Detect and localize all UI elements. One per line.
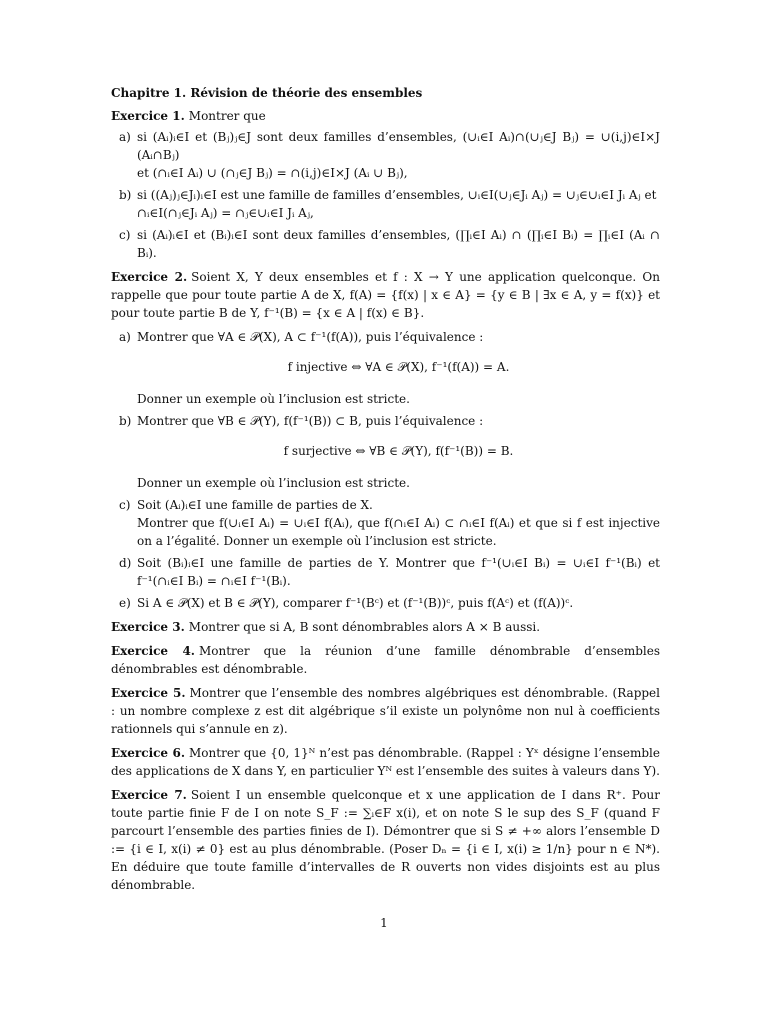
- exercise-2-item-a: [111, 328, 660, 408]
- exercise-6-text: Montrer que {0, 1}ᴺ n’est pas dénombrable. (Rappel : Yˣ désigne l’ensemble des applications de X dans Y, en particulier Yᴺ est l’ensemble des suites à valeurs dans Y).: [111, 746, 660, 778]
- item-label: a): [119, 330, 131, 344]
- item-label: b): [119, 188, 132, 202]
- exercise-7-label: Exercice 7.: [111, 788, 187, 802]
- exercise-7-text: Soient I un ensemble quelconque et x une application de I dans R⁺. Pour toute partie finie F de I on note S_F := ∑ᵢ∈F x(i), et on note S le sup des S_F (quand F parcourt l’ensemble des parties finies de I). Démontrer que si S ≠ +∞ alors l’ensemble D := {i ∈ I, x(i) ≠ 0} est au plus dénombrable. (Poser Dₙ = {i ∈ I, x(i) ≥ 1/n} pour n ∈ N*). En déduire que toute famille d’intervalles de R ouverts non vides disjoints est au plus dénombrable.: [111, 788, 660, 892]
- item-line: Donner un exemple où l’inclusion est stricte.: [137, 476, 410, 490]
- exercise-3: [111, 618, 660, 636]
- item-label: a): [119, 130, 131, 144]
- item-line: si (Aᵢ)ᵢ∈I et (Bᵢ)ᵢ∈I sont deux familles d’ensembles, (∏ᵢ∈I Aᵢ) ∩ (∏ᵢ∈I Bᵢ) = ∏ᵢ∈I (Aᵢ ∩ Bᵢ).: [137, 228, 660, 260]
- item-line: Donner un exemple où l’inclusion est stricte.: [137, 392, 410, 406]
- item-line: et (∩ᵢ∈I Aᵢ) ∪ (∩ⱼ∈J Bⱼ) = ∩(i,j)∈I×J (Aᵢ ∪ Bⱼ),: [137, 166, 408, 180]
- exercise-2-item-e: [111, 594, 660, 612]
- exercise-2-label: Exercice 2.: [111, 270, 188, 284]
- display-equation: f injective ⇔ ∀A ∈ 𝒫(X), f⁻¹(f(A)) = A.: [287, 360, 510, 374]
- exercise-5-text: Montrer que l’ensemble des nombres algébriques est dénombrable. (Rappel : un nombre complexe z est dit algébrique s’il existe un polynôme non nul à coefficients rationnels qui s’annule en z).: [111, 686, 660, 736]
- exercise-1-item-b: [111, 186, 660, 222]
- item-label: b): [119, 414, 132, 428]
- exercise-3-label: Exercice 3.: [111, 620, 185, 634]
- exercise-2-items: [111, 328, 660, 612]
- item-line: Si A ∈ 𝒫(X) et B ∈ 𝒫(Y), comparer f⁻¹(Bᶜ) et (f⁻¹(B))ᶜ, puis f(Aᶜ) et (f(A))ᶜ.: [137, 596, 574, 610]
- exercise-1-item-a: [111, 128, 660, 182]
- item-line: si (Aᵢ)ᵢ∈I et (Bⱼ)ⱼ∈J sont deux familles d’ensembles, (∪ᵢ∈I Aᵢ)∩(∪ⱼ∈J Bⱼ) = ∪(i,j)∈I×J (Aᵢ∩Bⱼ): [137, 130, 660, 162]
- exercise-2-item-c: [111, 496, 660, 550]
- display-equation: f surjective ⇔ ∀B ∈ 𝒫(Y), f(f⁻¹(B)) = B.: [283, 444, 514, 458]
- exercise-5: [111, 684, 660, 738]
- exercise-4: [111, 642, 660, 678]
- item-line: ∩ᵢ∈I(∩ⱼ∈Jᵢ Aⱼ) = ∩ⱼ∈∪ᵢ∈I Jᵢ Aⱼ,: [137, 206, 314, 220]
- item-label: d): [119, 556, 132, 570]
- exercise-2-intro: Soient X, Y deux ensembles et f : X → Y une application quelconque. On rappelle que pour toute partie A de X, f(A) = {f(x) | x ∈ A} = {y ∈ B | ∃x ∈ A, y = f(x)} et pour toute partie B de Y, f⁻¹(B) = {x ∈ A | f(x) ∈ B}.: [111, 270, 660, 320]
- exercise-6-label: Exercice 6.: [111, 746, 186, 760]
- item-line: Montrer que f(∪ᵢ∈I Aᵢ) = ∪ᵢ∈I f(Aᵢ), que f(∩ᵢ∈I Aᵢ) ⊂ ∩ᵢ∈I f(Aᵢ) et que si f est injective on a l’égalité. Donner un exemple où l’inclusion est stricte.: [137, 516, 660, 548]
- exercise-4-text: Montrer que la réunion d’une famille dénombrable d’ensembles dénombrables est dénombrable.: [111, 644, 660, 676]
- exercise-1: [111, 107, 660, 262]
- page-number: 1: [380, 916, 388, 930]
- exercise-2: [111, 268, 660, 612]
- exercise-1-intro: Montrer que: [188, 109, 266, 123]
- item-line: Soit (Aᵢ)ᵢ∈I une famille de parties de X.: [137, 498, 373, 512]
- exercise-2-item-b: [111, 412, 660, 492]
- chapter-title: Chapitre 1. Révision de théorie des ensembles: [111, 86, 423, 100]
- exercise-3-text: Montrer que si A, B sont dénombrables alors A × B aussi.: [188, 620, 541, 634]
- item-line: si ((Aⱼ)ⱼ∈Jᵢ)ᵢ∈I est une famille de familles d’ensembles, ∪ᵢ∈I(∪ⱼ∈Jᵢ Aⱼ) = ∪ⱼ∈∪ᵢ∈I Jᵢ Aⱼ et: [137, 188, 657, 202]
- item-line: Soit (Bᵢ)ᵢ∈I une famille de parties de Y. Montrer que f⁻¹(∪ᵢ∈I Bᵢ) = ∪ᵢ∈I f⁻¹(Bᵢ) et f⁻¹(∩ᵢ∈I Bᵢ) = ∩ᵢ∈I f⁻¹(Bᵢ).: [137, 556, 660, 588]
- exercise-6: [111, 744, 660, 780]
- item-line: Montrer que ∀A ∈ 𝒫(X), A ⊂ f⁻¹(f(A)), puis l’équivalence :: [137, 330, 484, 344]
- exercise-1-item-c: [111, 226, 660, 262]
- exercise-2-item-d: [111, 554, 660, 590]
- item-label: c): [119, 498, 131, 512]
- exercise-1-label: Exercice 1.: [111, 109, 185, 123]
- document-body: [111, 84, 660, 900]
- exercise-5-label: Exercice 5.: [111, 686, 186, 700]
- item-label: e): [119, 596, 131, 610]
- item-line: Montrer que ∀B ∈ 𝒫(Y), f(f⁻¹(B)) ⊂ B, puis l’équivalence :: [137, 414, 484, 428]
- exercise-1-items: [111, 128, 660, 262]
- item-label: c): [119, 228, 131, 242]
- exercise-4-label: Exercice 4.: [111, 644, 195, 658]
- exercise-7: [111, 786, 660, 894]
